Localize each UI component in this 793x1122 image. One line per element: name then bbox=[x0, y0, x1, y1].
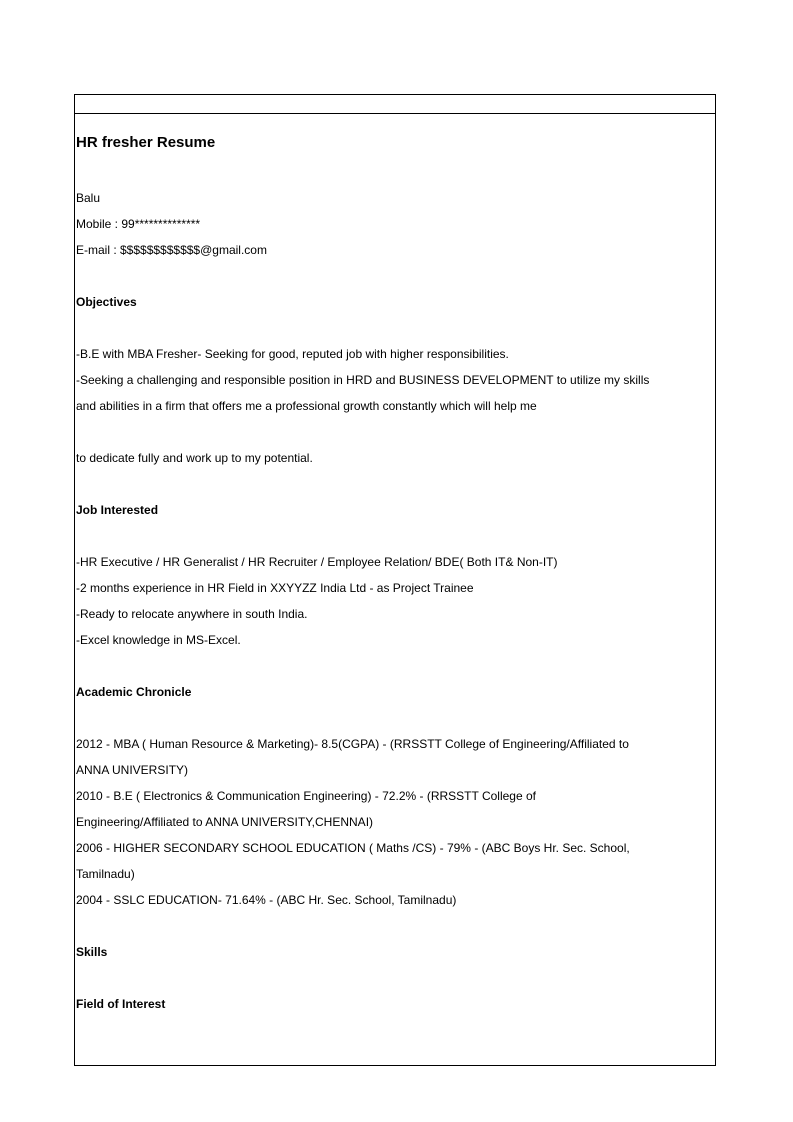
resume-content bbox=[76, 133, 708, 1017]
academic-line: 2010 - B.E ( Electronics & Communication Engineering) - 72.2% - (RRSSTT College of bbox=[76, 789, 536, 803]
objective-line: and abilities in a firm that offers me a professional growth constantly which will help me bbox=[76, 399, 537, 413]
resume-frame bbox=[74, 94, 716, 1066]
job-interest-line: -2 months experience in HR Field in XXYYZZ India Ltd - as Project Trainee bbox=[76, 581, 474, 595]
email-address: E-mail : $$$$$$$$$$$$@gmail.com bbox=[76, 243, 267, 257]
objective-line: -B.E with MBA Fresher- Seeking for good, reputed job with higher responsibilities. bbox=[76, 347, 509, 361]
academic-line: Engineering/Affiliated to ANNA UNIVERSITY,CHENNAI) bbox=[76, 815, 374, 829]
academic-line: Tamilnadu) bbox=[76, 867, 135, 881]
academic-line: ANNA UNIVERSITY) bbox=[76, 763, 189, 777]
academic-line: 2012 - MBA ( Human Resource & Marketing)- 8.5(CGPA) - (RRSSTT College of Engineering/Affiliated to bbox=[76, 737, 629, 751]
job-interest-line: -HR Executive / HR Generalist / HR Recruiter / Employee Relation/ BDE( Both IT& Non-IT) bbox=[76, 555, 558, 569]
resume-title: HR fresher Resume bbox=[76, 134, 216, 151]
academic-line: 2006 - HIGHER SECONDARY SCHOOL EDUCATION ( Maths /CS) - 79% - (ABC Boys Hr. Sec. School, bbox=[76, 841, 630, 855]
job-interest-line: -Ready to relocate anywhere in south India. bbox=[76, 607, 308, 621]
academic-heading: Academic Chronicle bbox=[76, 685, 192, 699]
skills-heading: Skills bbox=[76, 945, 108, 959]
job-interest-line: -Excel knowledge in MS-Excel. bbox=[76, 633, 241, 647]
mobile-number: Mobile : 99************** bbox=[76, 217, 201, 231]
field-of-interest-heading: Field of Interest bbox=[76, 997, 166, 1011]
objectives-heading: Objectives bbox=[76, 295, 137, 309]
job-interested-heading: Job Interested bbox=[76, 503, 159, 517]
objective-line: to dedicate fully and work up to my potential. bbox=[76, 451, 313, 465]
candidate-name: Balu bbox=[76, 191, 101, 205]
academic-line: 2004 - SSLC EDUCATION- 71.64% - (ABC Hr. Sec. School, Tamilnadu) bbox=[76, 893, 457, 907]
header-divider bbox=[75, 113, 715, 114]
objective-line: -Seeking a challenging and responsible position in HRD and BUSINESS DEVELOPMENT to utilize my skills bbox=[76, 373, 650, 387]
